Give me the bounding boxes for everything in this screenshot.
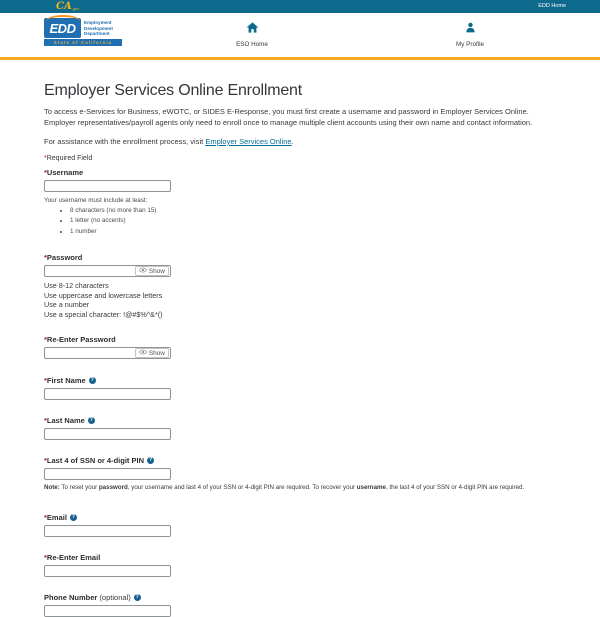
nav-my-profile-label: My Profile (456, 41, 484, 48)
reenter-password-field-group (44, 335, 556, 359)
note-text-bold: username (356, 484, 386, 492)
person-icon (465, 20, 476, 38)
eye-icon (139, 349, 147, 357)
ssn-pin-label (44, 456, 556, 465)
gold-divider (0, 57, 600, 60)
username-input[interactable] (44, 180, 171, 192)
username-rules-title: Your username must include at least: (44, 196, 148, 204)
required-asterisk: * (44, 376, 47, 386)
reenter-email-field-group (44, 553, 556, 577)
email-label-text: Email (46, 513, 67, 523)
required-asterisk: * (44, 513, 47, 523)
username-label (44, 168, 556, 177)
first-name-label (44, 376, 556, 385)
assistance-text: For assistance with the enrollment process, visit (44, 136, 206, 146)
help-icon[interactable]: ? (89, 417, 94, 424)
ssn-pin-field-group (44, 456, 556, 491)
username-rule-item: • 1 letter (no accents) (70, 217, 556, 225)
show-button-label: Show (148, 349, 165, 357)
edd-logo-swoosh-icon (46, 15, 80, 21)
home-icon (246, 20, 259, 38)
reenter-email-label (44, 553, 556, 562)
email-field-group (44, 513, 556, 537)
help-icon[interactable]: ? (135, 594, 139, 601)
required-asterisk: * (44, 416, 47, 426)
header (0, 13, 600, 57)
password-field-group (44, 253, 556, 319)
ssn-pin-input[interactable] (44, 468, 171, 480)
edd-home-link[interactable]: EDD Home (538, 3, 566, 9)
note-text: , your username and last 4 of your SSN or 4-digit PIN are required. To recover your (127, 484, 357, 492)
phone-label (44, 593, 556, 602)
edd-logo-word: Department (84, 31, 110, 37)
required-asterisk: * (44, 253, 47, 263)
edd-logo-acronym: EDD (49, 20, 76, 36)
assistance-paragraph (44, 137, 556, 146)
nav-eso-home-label: ESO Home (236, 41, 268, 48)
required-field-note (44, 155, 556, 162)
phone-optional-text: (optional) (99, 593, 131, 603)
eye-icon (139, 267, 147, 275)
note-text: To reset your (59, 484, 99, 492)
ssn-pin-note (44, 484, 556, 491)
password-show-button[interactable] (135, 266, 169, 276)
edd-logo[interactable] (44, 18, 124, 46)
topbar (0, 0, 600, 13)
reenter-password-show-button[interactable] (135, 348, 169, 358)
show-button-label: Show (148, 267, 165, 275)
username-rule-item: • 1 number (70, 228, 556, 236)
password-rules (44, 281, 556, 319)
required-field-text: Required Field (46, 154, 93, 162)
password-input-wrap (44, 265, 171, 277)
reenter-password-input-wrap (44, 347, 171, 359)
note-text: , the last 4 of your SSN or 4-digit PIN are required. (385, 484, 525, 492)
edd-logo-word: Development (84, 25, 113, 31)
last-name-field-group (44, 416, 556, 440)
assistance-period: . (291, 136, 294, 146)
password-rule-item: Use 8-12 characters (44, 281, 109, 291)
phone-label-text: Phone Number (44, 593, 98, 603)
reenter-email-label-text: Re-Enter Email (46, 553, 101, 563)
intro-paragraph: To access e-Services for Business, eWOTC, or SIDES E-Response, you must first create a username and password in Employer Services Online. Employer representatives/payroll agents only need to enroll once to manage multiple client accounts using their own name and contact information. (44, 107, 533, 127)
help-icon[interactable]: ? (90, 377, 94, 384)
page-title: Employer Services Online Enrollment (44, 82, 302, 99)
edd-logo-word: Employment (84, 20, 112, 26)
password-label (44, 253, 556, 262)
ca-gov-logo-text: CA (56, 1, 72, 12)
edd-logo-box (44, 18, 81, 38)
reenter-password-label-text: Re-Enter Password (46, 335, 116, 345)
edd-logo-top (44, 18, 124, 38)
ca-gov-logo[interactable]: CA .gov (56, 1, 80, 12)
password-rule-item: Use a number (44, 300, 90, 310)
reenter-password-label (44, 335, 556, 344)
username-rule-item: • 8 characters (no more than 15) (70, 207, 556, 215)
required-asterisk: * (44, 456, 47, 466)
first-name-field-group (44, 376, 556, 400)
edd-logo-words (84, 20, 113, 38)
nav-eso-home[interactable] (220, 20, 284, 48)
reenter-email-input[interactable] (44, 565, 171, 577)
required-asterisk: * (44, 167, 47, 177)
ssn-pin-label-text: Last 4 of SSN or 4-digit PIN (46, 456, 145, 466)
nav-my-profile[interactable] (438, 20, 502, 48)
note-label: Note: (44, 484, 60, 492)
employer-services-online-link[interactable]: Employer Services Online (205, 136, 292, 146)
first-name-input[interactable] (44, 388, 171, 400)
last-name-input[interactable] (44, 428, 171, 440)
password-rule-item: Use uppercase and lowercase letters (44, 290, 163, 300)
phone-input[interactable] (44, 605, 171, 617)
note-text-bold: password (98, 484, 128, 492)
email-input[interactable] (44, 525, 171, 537)
email-label (44, 513, 556, 522)
password-label-text: Password (46, 253, 83, 263)
last-name-label (44, 416, 556, 425)
phone-field-group (44, 593, 556, 617)
help-icon[interactable]: ? (71, 514, 76, 521)
username-rules-list (44, 207, 556, 236)
help-icon[interactable]: ? (148, 457, 153, 464)
username-label-text: Username (46, 167, 84, 177)
last-name-label-text: Last Name (46, 416, 85, 426)
required-asterisk: * (44, 154, 47, 162)
username-field-group (44, 168, 556, 236)
required-asterisk: * (44, 553, 47, 563)
main-content (0, 82, 600, 617)
first-name-label-text: First Name (46, 376, 86, 386)
password-rule-item: Use a special character: !@#$%^&*() (44, 309, 163, 319)
required-asterisk: * (44, 335, 47, 345)
edd-logo-tagline: State of California (44, 39, 122, 46)
